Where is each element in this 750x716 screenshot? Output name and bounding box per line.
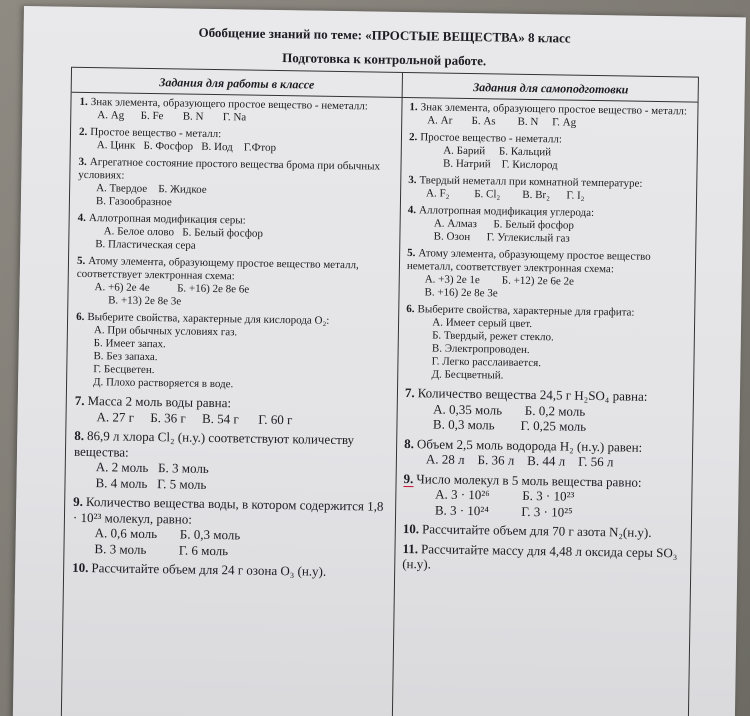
task-number: 5. [407, 247, 416, 260]
answer-options: А. 0,6 моль Б. 0,3 моль [94, 525, 241, 543]
task-number: 2. [78, 125, 88, 139]
right-task-8 [404, 436, 690, 471]
task-number: 7. [74, 392, 85, 408]
answer-options: В. Натрий Г. Кислород [426, 157, 558, 172]
left-task-3 [78, 156, 395, 213]
left-task-7 [74, 393, 390, 429]
right-column-header: Задания для самоподготовки [473, 80, 629, 97]
answer-options: В. 0,3 моль Г. 0,25 моль [426, 416, 587, 434]
answer-options: В. Без запаха. [93, 350, 158, 364]
task-question: Твердый неметалл при комнатной температуре: [419, 174, 643, 190]
task-question: Агрегатное состояние простого вещества брома при обычных условиях: [78, 156, 381, 182]
answer-options: А. +3) 2е 1е Б. +12) 2е 6е 2е [424, 273, 574, 288]
right-task-5 [406, 247, 693, 303]
task-question: Знак элемента, образующего простое вещество - металл: [420, 101, 688, 118]
task-question: Число молекул в 5 моль вещества равно: [416, 470, 642, 490]
task-number: 11. [402, 540, 419, 556]
left-task-10 [72, 560, 388, 580]
task-number: 1. [79, 95, 88, 109]
task-question: Масса 2 моль воды равна: [87, 393, 232, 411]
answer-options: В. Газообразное [95, 195, 172, 209]
task-number: 10. [402, 521, 420, 537]
answer-options: В. 3 моль Г. 6 моль [94, 540, 229, 558]
left-column-header: Задания для работы в классе [159, 75, 315, 92]
task-number: 5. [76, 254, 86, 267]
right-task-column [402, 101, 695, 580]
right-task-1 [409, 101, 695, 131]
answer-options: А. Твердое Б. Жидкое [96, 182, 207, 196]
task-question: Количество вещества 24,5 г H₂SO₄ равна: [417, 385, 648, 404]
answer-options: В. 4 моль Г. 5 моль [95, 474, 207, 492]
right-task-7 [404, 385, 691, 436]
answer-options: Б. Твердый, режет стекло. [423, 329, 554, 344]
task-number: 6. [76, 310, 85, 323]
task-question: Количество вещества воды, в котором содержится 1,8 · 10²³ молекул, равно: [72, 494, 384, 527]
right-task-9 [403, 471, 690, 522]
task-number: 9. [403, 470, 414, 486]
answer-options: В. Озон Г. Углекислый газ [425, 230, 570, 245]
answer-options: А. F₂ Б. Cl₂ В. Br₂ Г. I₂ [426, 187, 585, 202]
answer-options: А. 0,35 моль Б. 0,2 моль [426, 400, 586, 419]
task-question: Атому элемента, образующему простое вещество металл, соответствует электронная схема: [76, 255, 359, 283]
answer-options: В. +16) 2е 8е 3е [424, 286, 498, 300]
task-number: 4. [77, 211, 87, 224]
answer-options: А. Ar Б. As В. N Г. Ag [427, 114, 577, 129]
task-question: Аллотропная модификация серы: [88, 212, 246, 227]
page-title: Обобщение знаний по теме: «ПРОСТЫЕ ВЕЩЕСТВА» 8 класс [198, 24, 571, 46]
worksheet-page [13, 6, 746, 716]
task-number: 2. [408, 131, 418, 144]
answer-options: В. 3 · 10²⁴ Г. 3 · 10²⁵ [425, 501, 573, 520]
task-number: 6. [406, 303, 415, 316]
task-question: Знак элемента, образующего простое вещество - неметалл: [90, 96, 368, 113]
answer-options: А. +6) 2е 4е Б. +16) 2е 8е 6е [94, 281, 250, 296]
task-number: 9. [73, 493, 84, 509]
task-number: 7. [404, 385, 415, 401]
answer-options: А. Алмаз Б. Белый фосфор [425, 217, 575, 232]
task-number: 3. [408, 174, 417, 187]
left-task-5 [76, 255, 393, 312]
task-number: 8. [404, 435, 415, 451]
task-question: Рассчитайте объем для 24 г озона O₃ (н.у). [91, 560, 327, 579]
task-question: Рассчитайте объем для 70 г азота N₂(н.у). [421, 521, 652, 540]
answer-options: В. Электропроводен. [423, 342, 530, 356]
answer-options: Б. Имеет запах. [93, 337, 166, 351]
left-task-2 [79, 126, 395, 157]
answer-options: А. Цинк Б. Фосфор В. Иод Г.Фтор [96, 139, 277, 154]
answer-options: В. +13) 2е 8е 3е [94, 294, 182, 308]
task-table [61, 67, 699, 716]
left-task-column [72, 96, 396, 584]
task-number: 8. [74, 427, 85, 443]
task-question: Атому элемента, образующему простое вещество неметалл, соответствует электронная схема: [406, 247, 651, 276]
task-question: Простое вещество - металл: [90, 126, 222, 141]
left-task-9 [72, 494, 389, 561]
task-question: Выберите свойства, характерные для кислорода O₂: [87, 311, 330, 327]
task-number: 10. [72, 559, 89, 576]
left-task-1 [79, 96, 395, 127]
answer-options: А. Имеет серый цвет. [423, 316, 533, 331]
answer-options: А. Барий Б. Кальций [426, 144, 552, 159]
answer-options: Г. Легко расслаивается. [423, 355, 542, 370]
answer-options: Д. Бесцветный. [423, 368, 504, 382]
answer-options: В. Пластическая сера [95, 238, 196, 252]
right-task-4 [407, 204, 694, 247]
task-number: 4. [407, 204, 417, 217]
right-task-10 [403, 521, 689, 541]
answer-options: А. Белое олово Б. Белый фосфор [95, 225, 263, 240]
right-task-2 [408, 131, 695, 174]
answer-options: А. 28 л Б. 36 л В. 44 л Г. 56 л [425, 451, 614, 470]
answer-options: Д. Плохо растворяется в воде. [93, 376, 234, 391]
task-question: Объем 2,5 моль водорода H₂ (н.у.) равен: [416, 435, 643, 455]
answer-options: А. 27 г Б. 36 г В. 54 г Г. 60 г [96, 408, 293, 427]
right-task-11 [402, 541, 688, 576]
right-task-3 [408, 174, 694, 204]
answer-options: А. 2 моль Б. 3 моль [95, 459, 209, 476]
task-question: 86,9 л хлора Cl₂ (н.у.) соответствуют количеству вещества: [73, 428, 355, 460]
task-question: Простое вещество - неметалл: [420, 131, 563, 146]
answer-options: А. 3 · 10²⁶ Б. 3 · 10²³ [425, 486, 575, 504]
task-question: Рассчитайте массу для 4,48 л оксида серы SO₃ (н.у). [402, 540, 678, 572]
answer-options: А. При обычных условиях газ. [93, 324, 238, 339]
task-number: 1. [409, 101, 418, 114]
left-task-6 [75, 311, 392, 394]
left-task-8 [73, 428, 390, 495]
right-task-6 [405, 303, 692, 385]
task-question: Выберите свойства, характерные для графита: [417, 303, 635, 319]
task-number: 3. [78, 155, 87, 169]
answer-options: А. Ag Б. Fe В. N Г. Na [97, 109, 247, 124]
page-subtitle: Подготовка к контрольной работе. [282, 50, 487, 69]
left-task-4 [77, 212, 394, 256]
task-question: Аллотропная модификация углерода: [418, 204, 595, 219]
answer-options: Г. Бесцветен. [93, 363, 155, 377]
